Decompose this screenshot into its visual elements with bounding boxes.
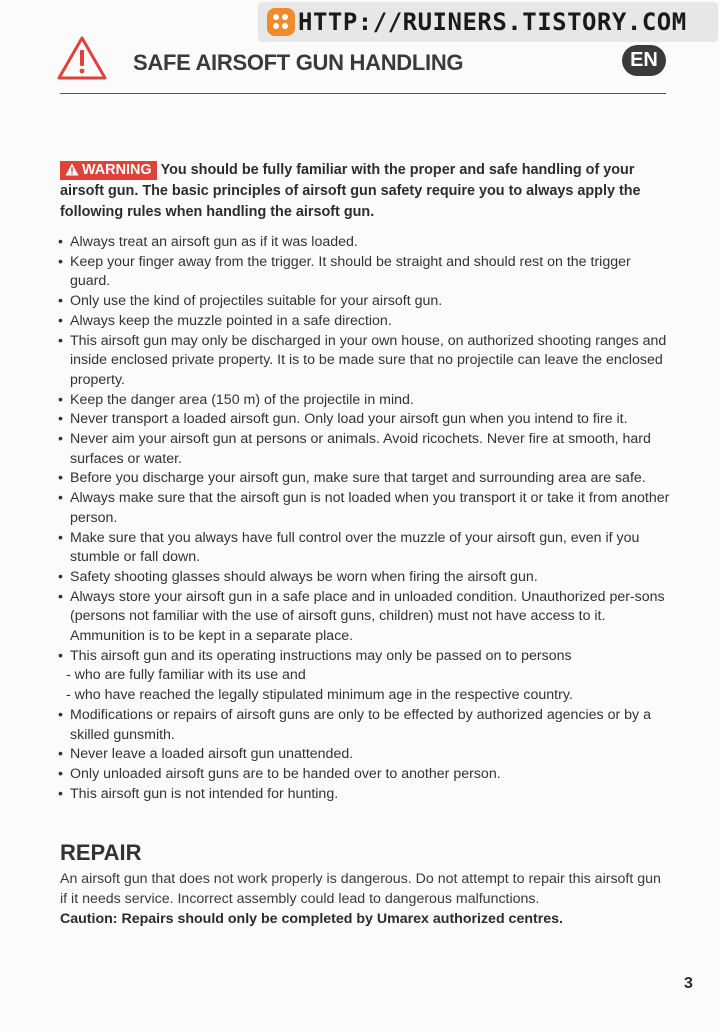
rule-text: Always make sure that the airsoft gun is not loaded when you transport it or take it from another person. — [70, 490, 670, 526]
rule-text: - who are fully familiar with its use and — [66, 667, 306, 684]
watermark-text: HTTP://RUINERS.TISTORY.COM — [298, 8, 687, 36]
rule-text: Always store your airsoft gun in a safe place and in unloaded condition. Unauthorized per-sons (persons not familiar with the use of airsoft guns, children) must not have access to it. Ammunition is to be kept in a separate place. — [70, 588, 665, 645]
bullet-icon: • — [58, 234, 63, 250]
rule-item — [56, 489, 670, 528]
rule-item — [56, 785, 670, 805]
bullet-icon: • — [58, 529, 63, 546]
rule-item — [56, 745, 670, 765]
warning-triangle-icon — [56, 35, 108, 81]
rule-text: Always treat an airsoft gun as if it was loaded. — [70, 234, 358, 250]
bullet-icon: • — [58, 765, 63, 782]
rule-text: Never aim your airsoft gun at persons or animals. Avoid ricochets. Never fire at smooth, hard surfaces or water. — [70, 431, 651, 467]
repair-caution: Caution: Repairs should only be completed by Umarex authorized centres. — [60, 911, 563, 927]
header-divider — [60, 93, 666, 94]
bullet-icon: • — [58, 647, 63, 664]
warning-label-text: WARNING — [82, 162, 152, 178]
rule-text: Safety shooting glasses should always be worn when firing the airsoft gun. — [70, 568, 538, 585]
rule-text: Never transport a loaded airsoft gun. Only load your airsoft gun when you intend to fire it. — [70, 411, 628, 428]
rule-text: This airsoft gun and its operating instructions may only be passed on to persons — [70, 647, 572, 664]
rule-text: - who have reached the legally stipulated minimum age in the respective country. — [66, 687, 573, 704]
rule-text: Modifications or repairs of airsoft guns are only to be effected by authorized agencies or by a skilled gunsmith. — [70, 706, 651, 743]
bullet-icon: • — [58, 411, 63, 428]
rule-text: Always keep the muzzle pointed in a safe direction. — [70, 312, 392, 329]
bullet-icon: • — [58, 431, 63, 448]
rule-item — [56, 292, 670, 312]
rule-text: Only use the kind of projectiles suitable for your airsoft gun. — [70, 293, 443, 310]
rule-text: Never leave a loaded airsoft gun unattended. — [70, 746, 354, 763]
rule-text: This airsoft gun is not intended for hunting. — [70, 785, 339, 802]
safety-rules-list — [56, 233, 670, 804]
warning-small-icon — [65, 163, 79, 176]
rule-item — [56, 647, 670, 667]
bullet-icon: • — [58, 470, 63, 487]
rule-item — [56, 588, 670, 647]
rule-item — [56, 469, 670, 489]
repair-paragraph — [60, 869, 670, 929]
repair-heading: REPAIR — [60, 840, 142, 865]
repair-text: An airsoft gun that does not work properly is dangerous. Do not attempt to repair this airsoft gun if it needs service. Incorrect assembly could lead to dangerous malfunctions. — [60, 871, 661, 907]
rule-item — [56, 410, 670, 430]
ruiners-logo-icon — [266, 7, 296, 37]
warning-text: You should be fully familiar with the proper and safe handling of your airsoft gun. The basic principles of airsoft gun safety require you to always apply the following rules when handling the airsoft gun. — [60, 162, 641, 220]
page-title: SAFE AIRSOFT GUN HANDLING — [133, 50, 464, 75]
warning-label — [60, 161, 157, 180]
bullet-icon: • — [58, 568, 63, 585]
rule-item — [56, 529, 670, 568]
rule-sub-item — [56, 666, 670, 686]
rule-item — [56, 765, 670, 785]
rule-item — [56, 706, 670, 745]
rule-text: Make sure that you always have full control over the muzzle of your airsoft gun, even if you stumble or fall down. — [70, 529, 640, 566]
bullet-icon: • — [58, 746, 63, 763]
rule-item — [56, 568, 670, 588]
bullet-icon: • — [58, 312, 63, 329]
rule-text: Keep your finger away from the trigger. It should be straight and should rest on the trigger guard. — [70, 253, 631, 290]
warning-paragraph — [60, 160, 670, 223]
rule-text: Before you discharge your airsoft gun, make sure that target and surrounding area are safe. — [70, 470, 646, 487]
rule-text: This airsoft gun may only be discharged in your own house, on authorized shooting ranges and inside enclosed private property. It is to be made sure that no projectile can leave the enclosed property. — [70, 332, 667, 388]
rule-item — [56, 332, 670, 391]
page-number: 3 — [684, 975, 693, 992]
bullet-icon: • — [58, 490, 63, 507]
bullet-icon: • — [58, 293, 63, 310]
watermark-banner — [258, 2, 718, 42]
bullet-icon: • — [58, 391, 63, 408]
rule-item — [56, 233, 670, 253]
bullet-icon: • — [58, 332, 63, 349]
rule-item — [56, 312, 670, 332]
rule-item — [56, 253, 670, 292]
rule-item — [56, 430, 670, 469]
bullet-icon: • — [58, 785, 63, 802]
bullet-icon: • — [58, 706, 63, 723]
bullet-icon: • — [58, 253, 63, 270]
language-badge: EN — [622, 45, 666, 76]
rule-sub-item — [56, 686, 670, 706]
rule-item — [56, 391, 670, 411]
rule-text: Keep the danger area (150 m) of the projectile in mind. — [70, 391, 414, 408]
rule-text: Only unloaded airsoft guns are to be handed over to another person. — [70, 765, 501, 782]
bullet-icon: • — [58, 588, 63, 605]
